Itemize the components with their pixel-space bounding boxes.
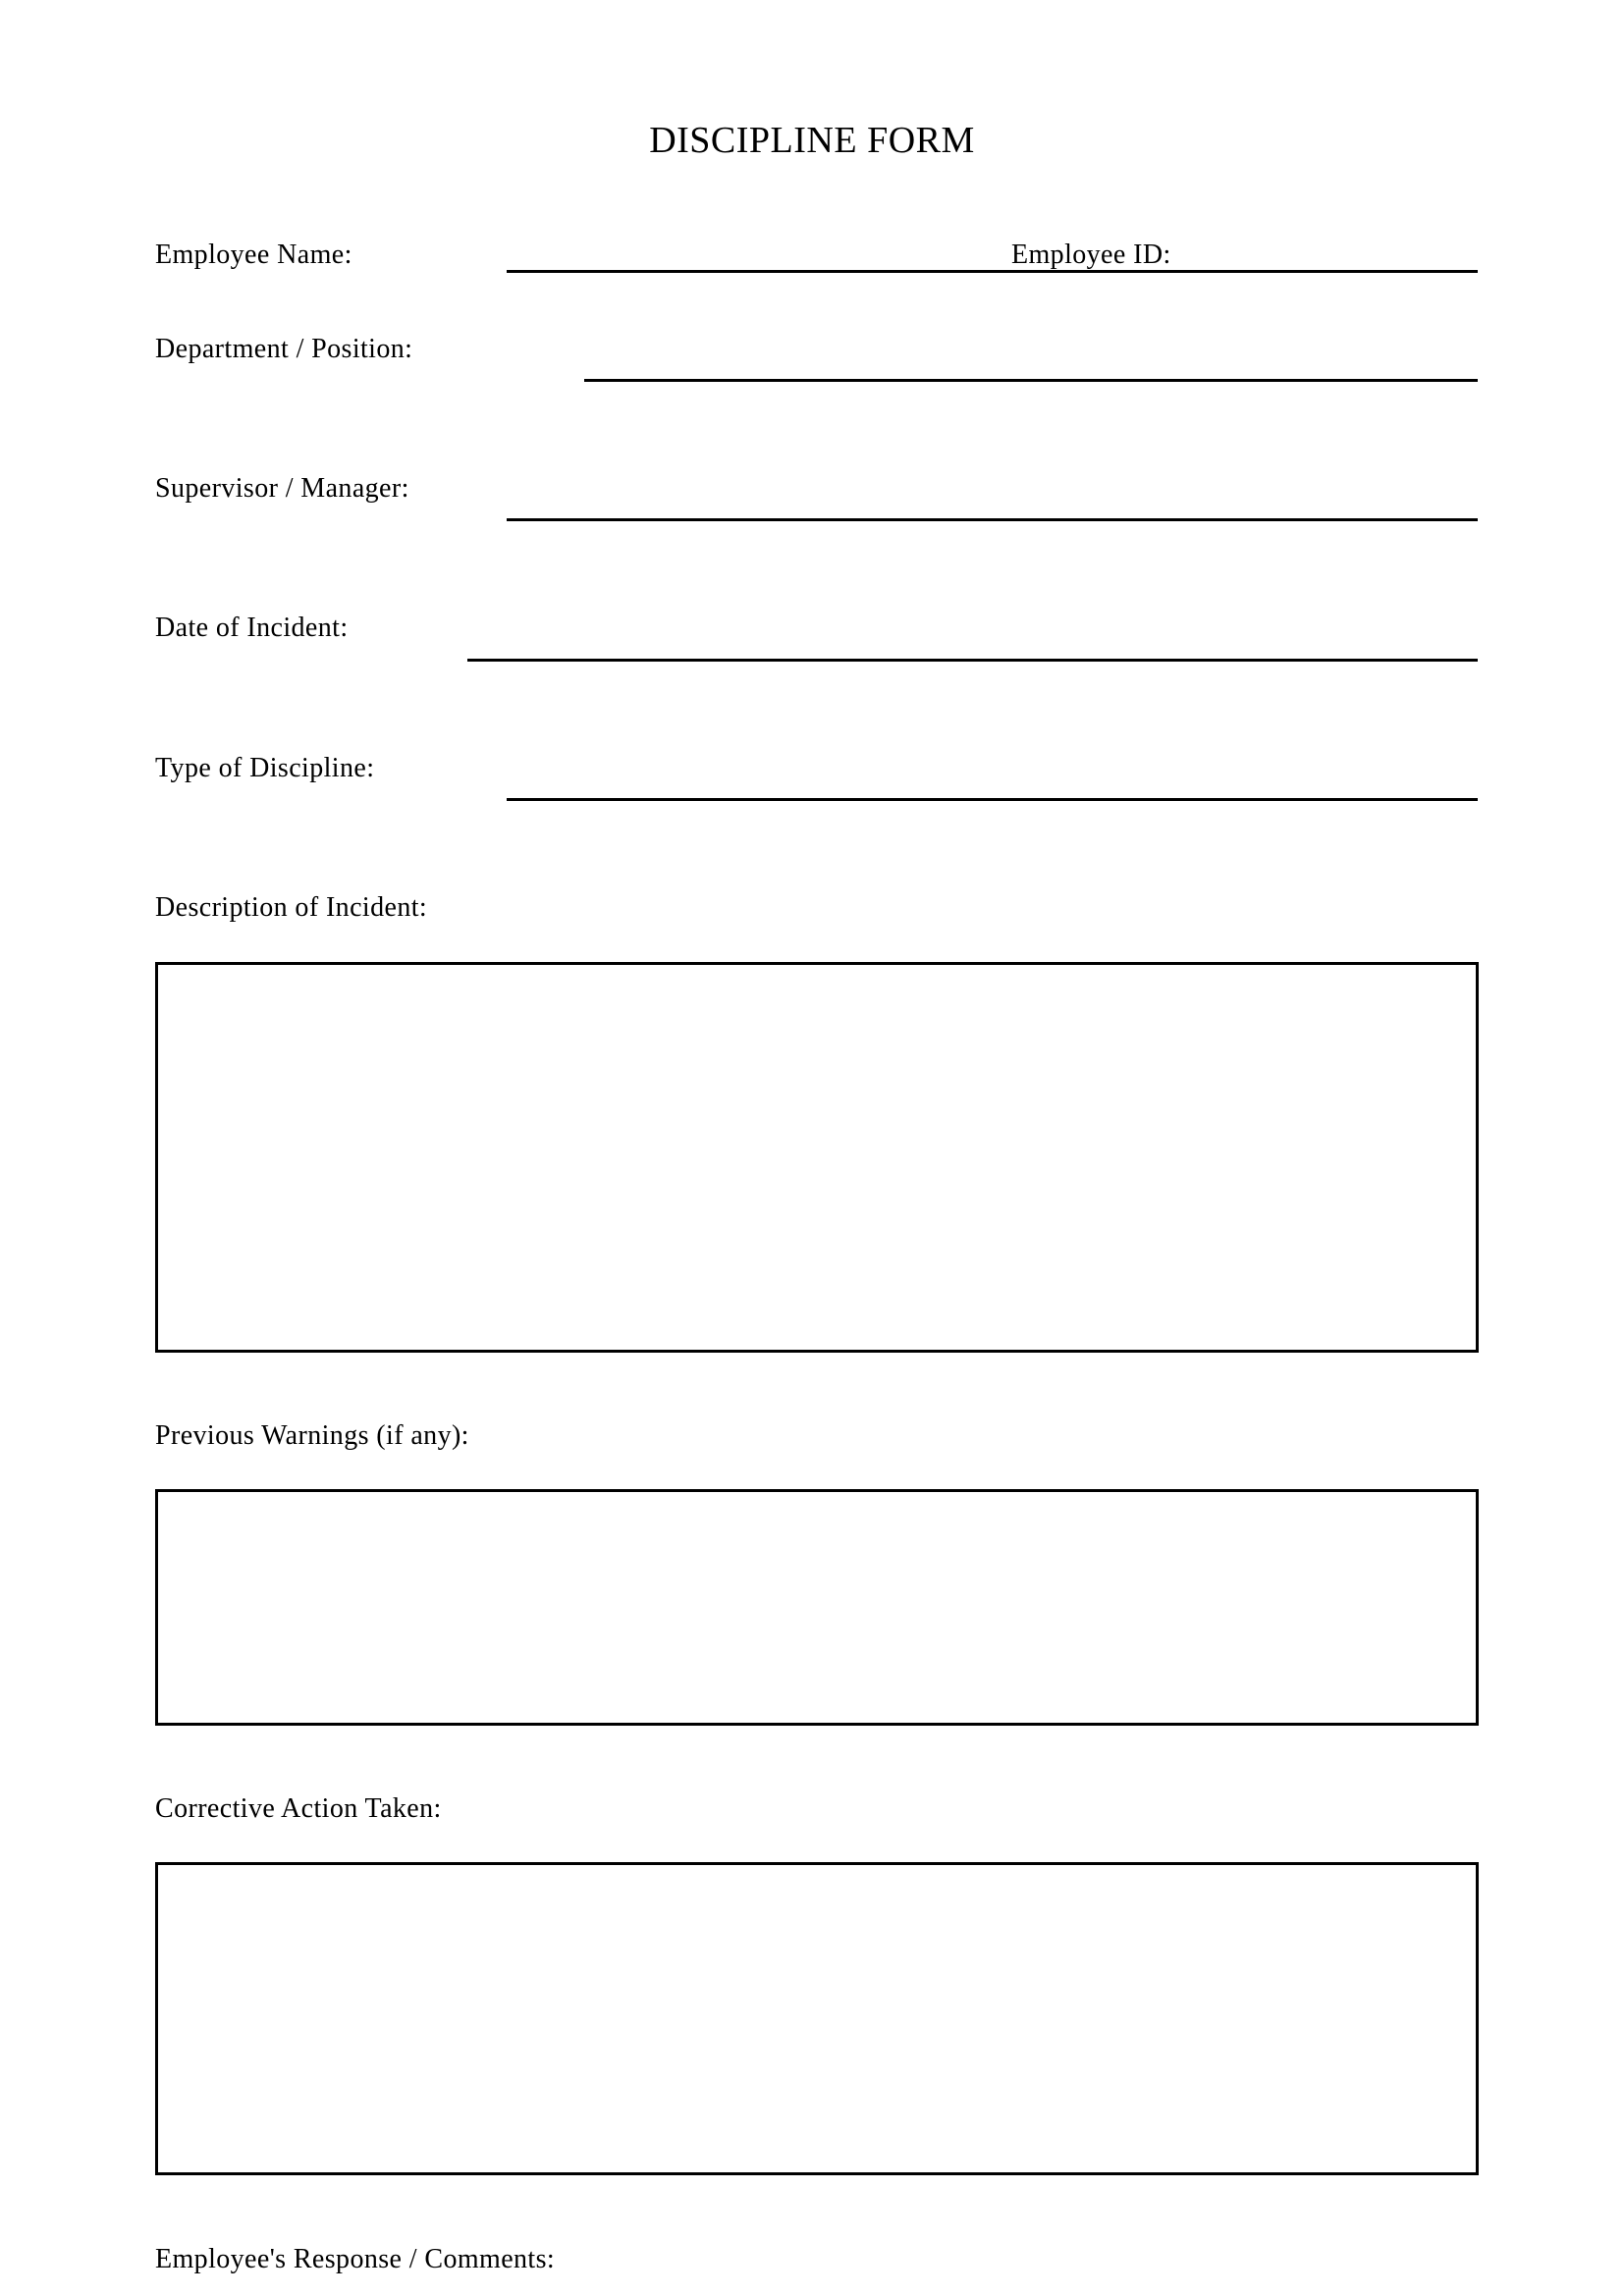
supervisor-manager-label: Supervisor / Manager: <box>155 473 409 504</box>
previous-warnings-box[interactable] <box>155 1489 1479 1726</box>
type-of-discipline-label: Type of Discipline: <box>155 753 375 783</box>
employee-name-line[interactable] <box>507 270 1478 273</box>
department-position-label: Department / Position: <box>155 334 413 364</box>
employee-id-label: Employee ID: <box>1011 240 1171 270</box>
previous-warnings-label: Previous Warnings (if any): <box>155 1420 469 1451</box>
corrective-action-label: Corrective Action Taken: <box>155 1793 442 1824</box>
type-of-discipline-line[interactable] <box>507 798 1478 801</box>
department-position-line[interactable] <box>584 379 1478 382</box>
corrective-action-box[interactable] <box>155 1862 1479 2175</box>
employee-response-label: Employee's Response / Comments: <box>155 2244 556 2274</box>
supervisor-manager-line[interactable] <box>507 518 1478 521</box>
date-of-incident-line[interactable] <box>467 659 1478 662</box>
date-of-incident-label: Date of Incident: <box>155 613 349 643</box>
employee-name-label: Employee Name: <box>155 240 352 270</box>
form-title: DISCIPLINE FORM <box>649 120 975 161</box>
description-of-incident-box[interactable] <box>155 962 1479 1353</box>
description-of-incident-label: Description of Incident: <box>155 892 428 923</box>
